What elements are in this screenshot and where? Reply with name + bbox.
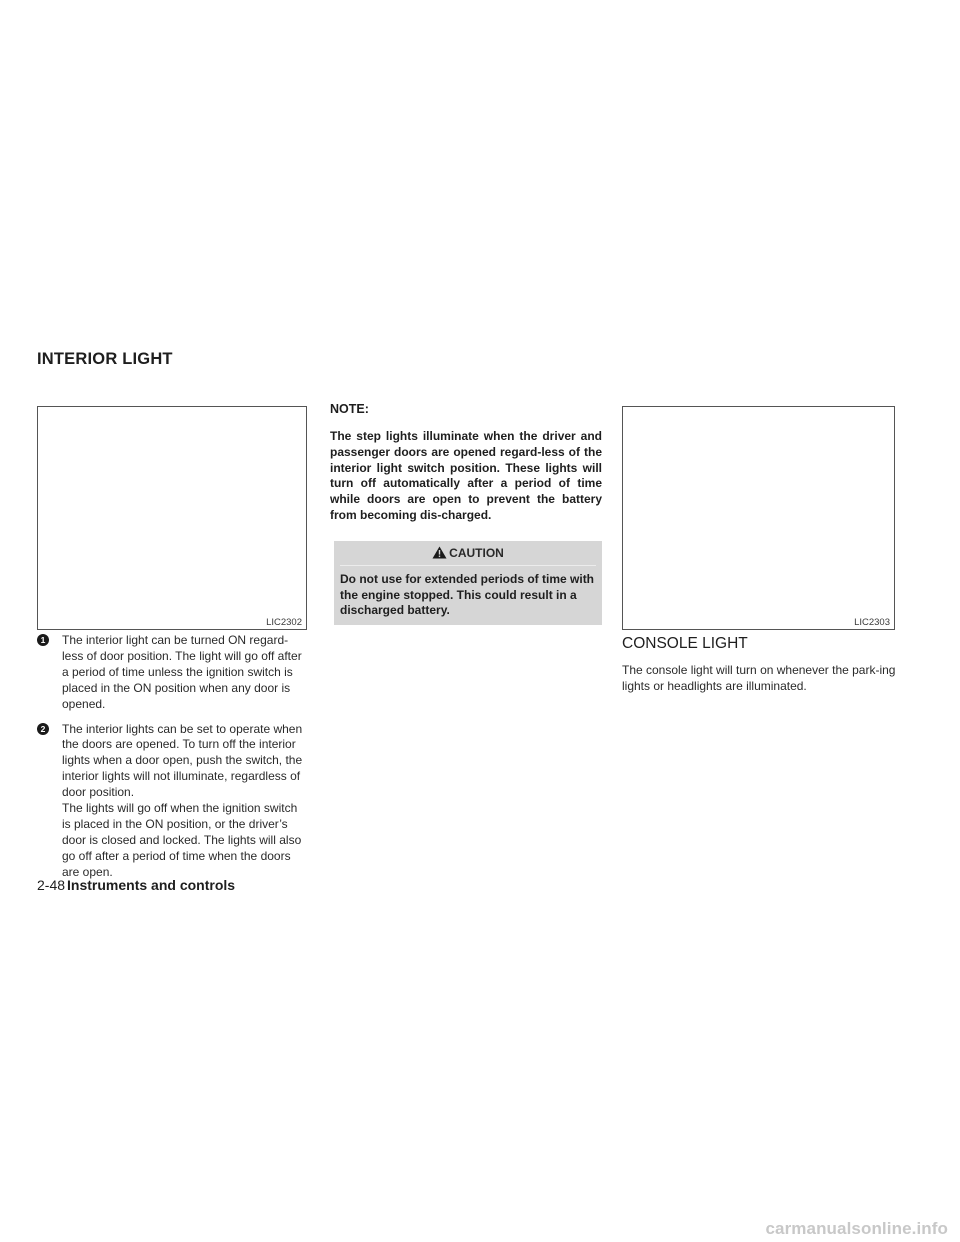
figure-id: LIC2303 [854, 617, 890, 628]
console-light-text: The console light will turn on whenever the park-ing lights or headlights are illuminated. [622, 663, 896, 693]
right-column [622, 635, 896, 695]
page-footer [37, 877, 235, 893]
caution-box [334, 541, 602, 625]
step-text-continued: The lights will go off when the ignition switch is placed in the ON position, or the driver’s door is closed and locked. The lights will also go off after a period of time when the doors are open. [62, 801, 302, 879]
figure-id: LIC2302 [266, 617, 302, 628]
middle-column [330, 402, 602, 625]
watermark: carmanualsonline.info [765, 1219, 948, 1238]
note-heading: NOTE: [330, 402, 369, 416]
note-text: The step lights illuminate when the driver and passenger doors are opened regard-less of the interior light switch position. These lights will turn off automatically after a period of time while doors are open to prevent the battery from becoming dis-charged. [330, 429, 602, 522]
step-number-badge: 1 [37, 634, 49, 646]
section-title: INTERIOR LIGHT [37, 350, 173, 368]
chapter-title: Instruments and controls [67, 877, 236, 893]
caution-header [340, 546, 596, 566]
figure-interior-light [37, 406, 307, 630]
warning-triangle-icon [432, 546, 447, 562]
step-number-badge: 2 [37, 723, 49, 735]
list-item [37, 722, 309, 881]
step-text: The interior lights can be set to operate when the doors are opened. To turn off the interior lights when a door open, push the switch, the interior lights will not illuminate, regardless of door position. [62, 721, 303, 800]
caution-text: Do not use for extended periods of time with the engine stopped. This could result in a discharged battery. [340, 571, 595, 618]
figure-console-light [622, 406, 895, 630]
console-light-heading: CONSOLE LIGHT [622, 635, 748, 652]
list-item [37, 633, 309, 713]
caution-heading: CAUTION [449, 545, 504, 560]
steps-list [37, 633, 309, 890]
page-number: 2-48 [37, 877, 66, 893]
step-text: The interior light can be turned ON regard-less of door position. The light will go off after a period of time unless the ignition switch is placed in the ON position when any door is opened. [62, 633, 302, 711]
